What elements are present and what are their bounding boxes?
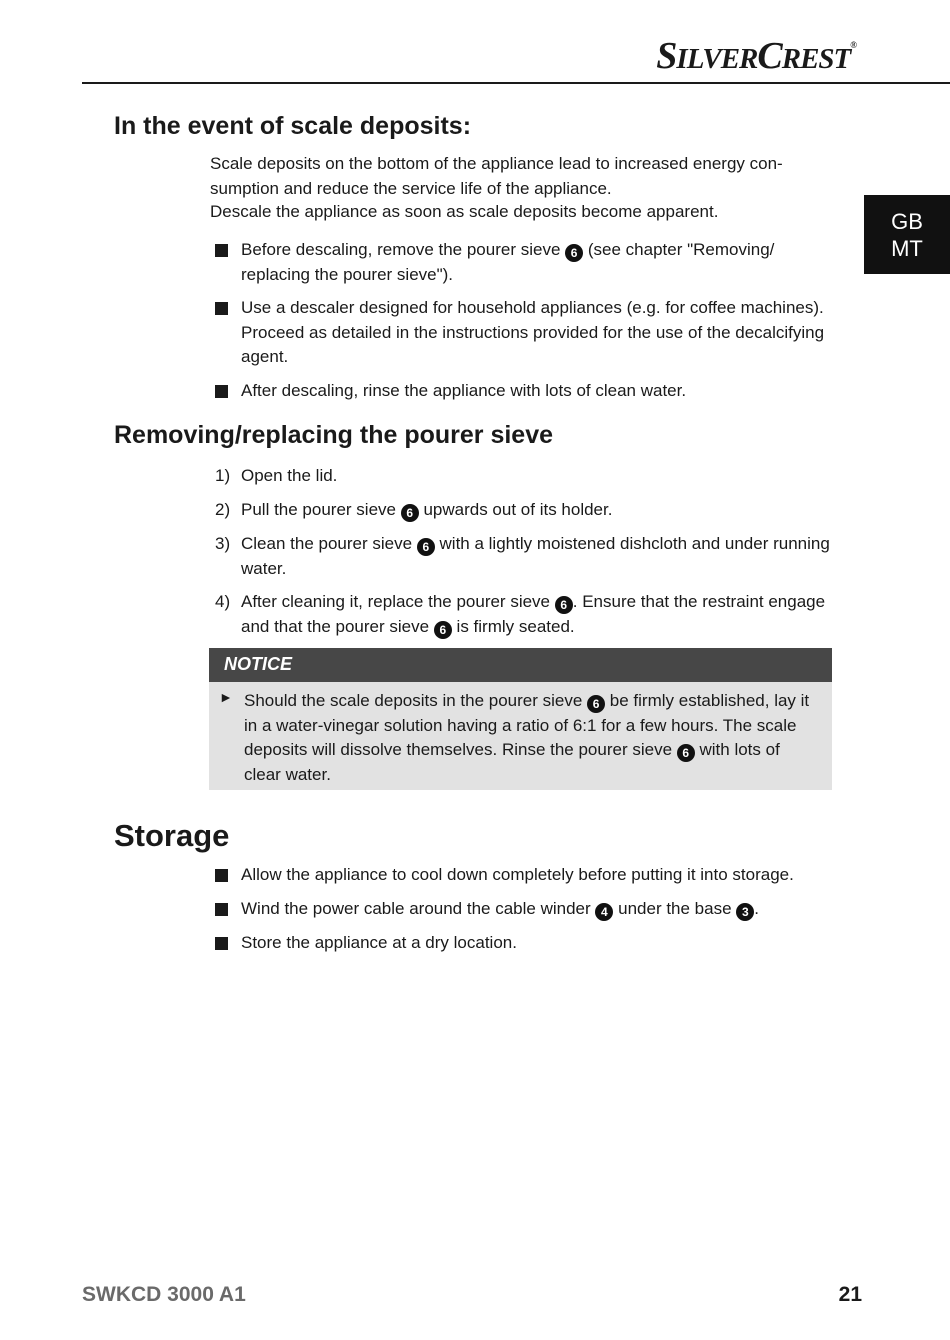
bullet-text: Use a descaler designed for household appliances (e.g. for coffee machines). Proceed as detailed in the instructions provided for the use of the decalcifying agent. [241,298,825,366]
step-number: 3) [215,534,231,553]
footer-page-number: 21 [838,1283,862,1306]
text-part: be firmly established, lay it in a water-vinegar solution having a ratio of 6:1 for a few hours. The scale deposits will dissolve themselves. Rinse the pourer sieve [244,691,810,759]
notice-body [209,682,832,790]
step-number: 2) [215,500,231,519]
logo-text-3: C [757,35,782,77]
bullet-square [215,302,228,315]
notice-text [244,689,819,787]
notice-label: NOTICE [224,654,293,674]
part-number-badge: 6 [587,695,605,713]
part-number-badge: 6 [417,538,435,556]
step-text: Open the lid. [241,466,338,485]
lang-code-gb: GB [891,208,923,234]
bullet-text [241,897,835,922]
part-number-badge: 6 [434,621,452,639]
storage-bullet-3 [215,931,835,956]
text-part: with a lightly moistened dishcloth and under running water. [241,534,830,578]
sieve-step-4 [215,590,835,639]
text-part: upwards out of its holder. [423,500,613,519]
language-tab [864,195,950,274]
text-part: Before descaling, remove the pourer sieve [241,240,561,259]
text-part: is firmly seated. [456,616,575,636]
step-number: 4) [215,592,231,611]
bullet-text: Store the appliance at a dry location. [241,933,517,952]
logo-text-4: REST [781,43,851,75]
step-number: 1) [215,466,231,485]
text-part: Clean the pourer sieve [241,534,413,553]
bullet-text [241,238,835,287]
footer-model-number: SWKCD 3000 A1 [82,1283,246,1306]
text-part: Pull the pourer sieve [241,500,396,519]
part-number-badge: 6 [555,596,573,614]
scale-bullet-3 [215,379,835,404]
part-number-badge: 4 [595,903,613,921]
bullet-text: After descaling, rinse the appliance with lots of clean water. [241,381,687,400]
scale-bullet-1 [215,238,835,287]
text-part: under the base [618,899,732,918]
registered-mark: ® [850,40,856,50]
part-number-badge: 6 [401,504,419,522]
storage-heading: Storage [114,818,230,853]
step-text [241,532,835,581]
text-part: (see chapter "Removing/ replacing the pourer sieve"). [241,240,775,284]
bullet-square [215,903,228,916]
text-part: Should the scale deposits in the pourer sieve [244,691,583,710]
notice-header [209,648,832,682]
storage-bullet-1 [215,863,835,888]
storage-bullet-2 [215,897,835,922]
text-part: with lots of clear water. [244,740,780,784]
bullet-text: Allow the appliance to cool down completely before putting it into storage. [241,865,794,884]
scale-intro-2: Descale the appliance as soon as scale deposits become apparent. [210,202,719,221]
logo-text-1: S [656,35,677,77]
arrow-right-icon: ► [219,689,233,705]
sieve-step-1 [215,464,835,489]
sieve-heading: Removing/replacing the pourer sieve [114,421,554,449]
step-text [241,498,835,523]
step-text [241,590,835,639]
bullet-square [215,244,228,257]
part-number-badge: 6 [677,744,695,762]
scale-bullet-2 [215,296,835,370]
scale-intro-1: Scale deposits on the bottom of the appliance lead to increased energy con-sumption and reduce the service life of the appliance. [210,154,783,198]
bullet-square [215,385,228,398]
bullet-square [215,937,228,950]
text-part: . [754,899,760,918]
text-part: After cleaning it, replace the pourer sieve [241,592,551,611]
logo-text-2: ILVER [676,43,758,75]
bullet-square [215,869,228,882]
part-number-badge: 3 [736,903,754,921]
lang-code-mt: MT [891,235,923,261]
header-rule [82,82,950,84]
text-part: . Ensure that the restraint engage and that the pourer sieve [241,592,826,636]
text-part: Wind the power cable around the cable winder [241,899,591,918]
sieve-step-2 [215,498,835,523]
sieve-step-3 [215,532,835,581]
brand-logo [656,34,856,78]
part-number-badge: 6 [565,244,583,262]
scale-deposits-heading: In the event of scale deposits: [114,112,472,140]
